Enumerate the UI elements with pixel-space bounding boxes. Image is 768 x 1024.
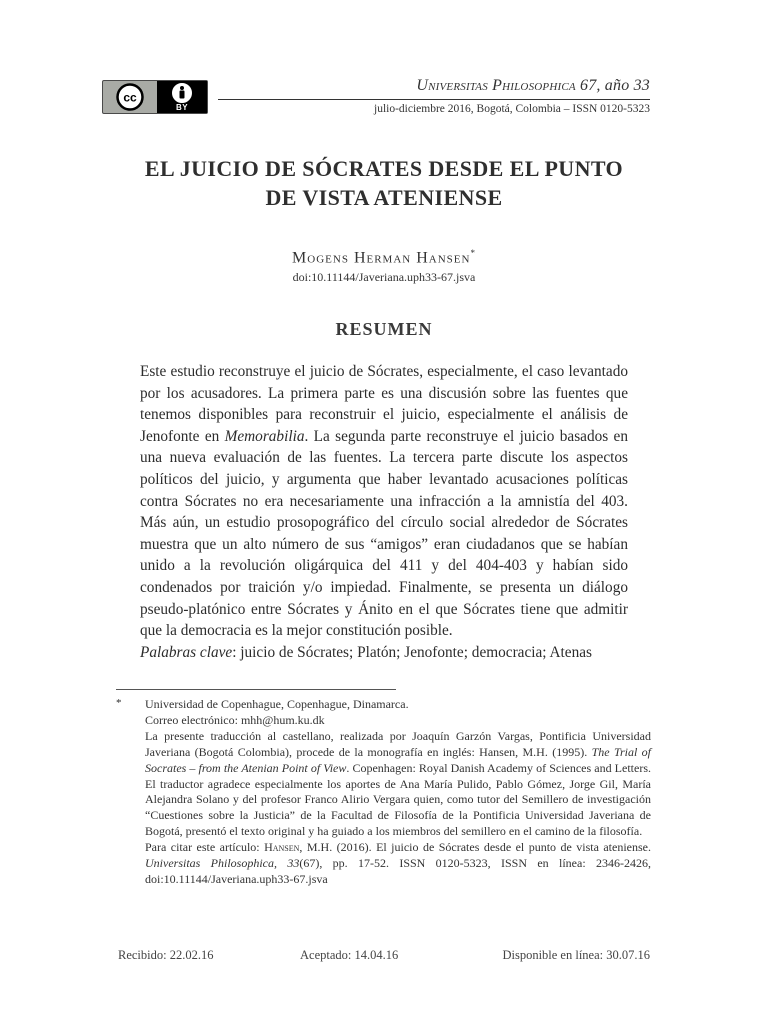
footnote-cite-author: Hansen <box>264 840 300 855</box>
cc-by-license-badge <box>102 80 208 114</box>
journal-header <box>416 77 650 95</box>
article-title <box>100 154 668 212</box>
footnote-cite-text-3: (67), pp. 17-52. ISSN 0120-5323, ISSN en línea: 2346-2426, doi:10.11144/Javeriana.uph33-67.jsva <box>145 856 651 886</box>
abstract-text-1: Este estudio reconstruye el juicio de Sócrates, especialmente, el caso levantado por los acusadores. La primera parte es una discusión sobre las fuentes que tenemos disponibles para reconstruir el juicio, especialmente el análisis de Jenofonte en <box>140 363 628 445</box>
footnote-mark: * <box>116 697 122 709</box>
author-name-text: Mogens Herman Hansen <box>292 249 471 267</box>
accepted-date: Aceptado: 14.04.16 <box>300 948 399 962</box>
journal-issue: 67, año 33 <box>575 77 650 94</box>
abstract-work-title: Memorabilia <box>224 427 305 445</box>
cc-icon <box>105 83 155 111</box>
footnote-divider <box>116 689 396 690</box>
keywords-line <box>140 642 630 664</box>
issue-line: julio-diciembre 2016, Bogotá, Colombia – ISSN 0120-5323 <box>374 103 650 115</box>
received-date: Recibido: 22.02.16 <box>118 948 214 962</box>
footnote-cite-journal: Universitas Philosophica, 33 <box>145 856 300 871</box>
abstract-heading: RESUMEN <box>335 319 433 339</box>
article-doi: doi:10.11144/Javeriana.uph33-67.jsva <box>292 270 476 284</box>
keywords-label: Palabras clave <box>140 644 233 661</box>
footnote-translation <box>145 729 651 840</box>
footnote-cite-text-2: , M.H. (2016). El juicio de Sócrates desde el punto de vista ateniense. <box>299 840 651 855</box>
footnote <box>145 697 651 888</box>
footnote-email: Correo electrónico: mhh@hum.ku.dk <box>145 712 325 727</box>
abstract-text-2: . La segunda parte reconstruye el juicio basados en una nueva evaluación de las fuentes. La tercera parte discute los aspectos políticos del juicio, y argumenta que haber levantado acusaciones políticas contra Sócrates no era necesariamente una infracción a la amnistía del 403. Más aún, un estudio prosopográfico del círculo social alrededor de Sócrates muestra que un alto número de sus “amigos” eran ciudadanos que se habían unido a la revolución oligárquica del 411 y del 404-403 y habían sido condenados por traición y/o impiedad. Finalmente, se presenta un diálogo pseudo-platónico entre Sócrates y Ánito en el que Sócrates tiene que admitir que la democracia es la mejor constitución posible. <box>140 427 628 640</box>
footnote-citation <box>145 840 651 888</box>
attribution-icon <box>157 81 207 113</box>
keywords-list: : juicio de Sócrates; Platón; Jenofonte; democracia; Atenas <box>232 644 592 661</box>
author-footnote-mark: * <box>470 248 476 258</box>
header-divider <box>218 99 650 100</box>
footnote-cite-text-1: Para citar este artículo: <box>145 840 265 855</box>
footnote-translation-title: The Trial of Socrates – from the Atenian Point of View <box>145 744 651 775</box>
article-title-line-2: DE VISTA ATENIENSE <box>265 185 503 210</box>
online-date: Disponible en línea: 30.07.16 <box>502 948 650 962</box>
svg-text:cc: cc <box>123 90 137 105</box>
author-name <box>100 248 668 267</box>
abstract-body <box>140 361 628 642</box>
footnote-affiliation: Universidad de Copenhague, Copenhague, Dinamarca. <box>145 697 409 711</box>
license-badge-label: BY <box>175 103 189 112</box>
journal-name: Universitas Philosophica <box>416 77 576 94</box>
article-title-line-1: EL JUICIO DE SÓCRATES DESDE EL PUNTO <box>144 156 624 181</box>
footnote-translation-text-2: . Copenhagen: Royal Danish Academy of Sciences and Letters. El traductor agradece especialmente los aportes de Ana María Pulido, Pablo Gómez, Jorge Gil, María Alejandra Solano y del profesor Franco Alirio Vergara quien, como tutor del Semillero de investigación “Cuestiones sobre la Justicia” de la Facultad de Filosofía de la Pontificia Universidad Javeriana de Bogotá, presentó el texto original y ha guiado a los miembros del semillero en el camino de la filosofía. <box>145 760 651 839</box>
footnote-translation-text-1: La presente traducción al castellano, realizada por Joaquín Garzón Vargas, Pontificia Universidad Javeriana (Bogotá Colombia), procede de la monografía en inglés: Hansen, M.H. (1995). <box>145 728 651 759</box>
